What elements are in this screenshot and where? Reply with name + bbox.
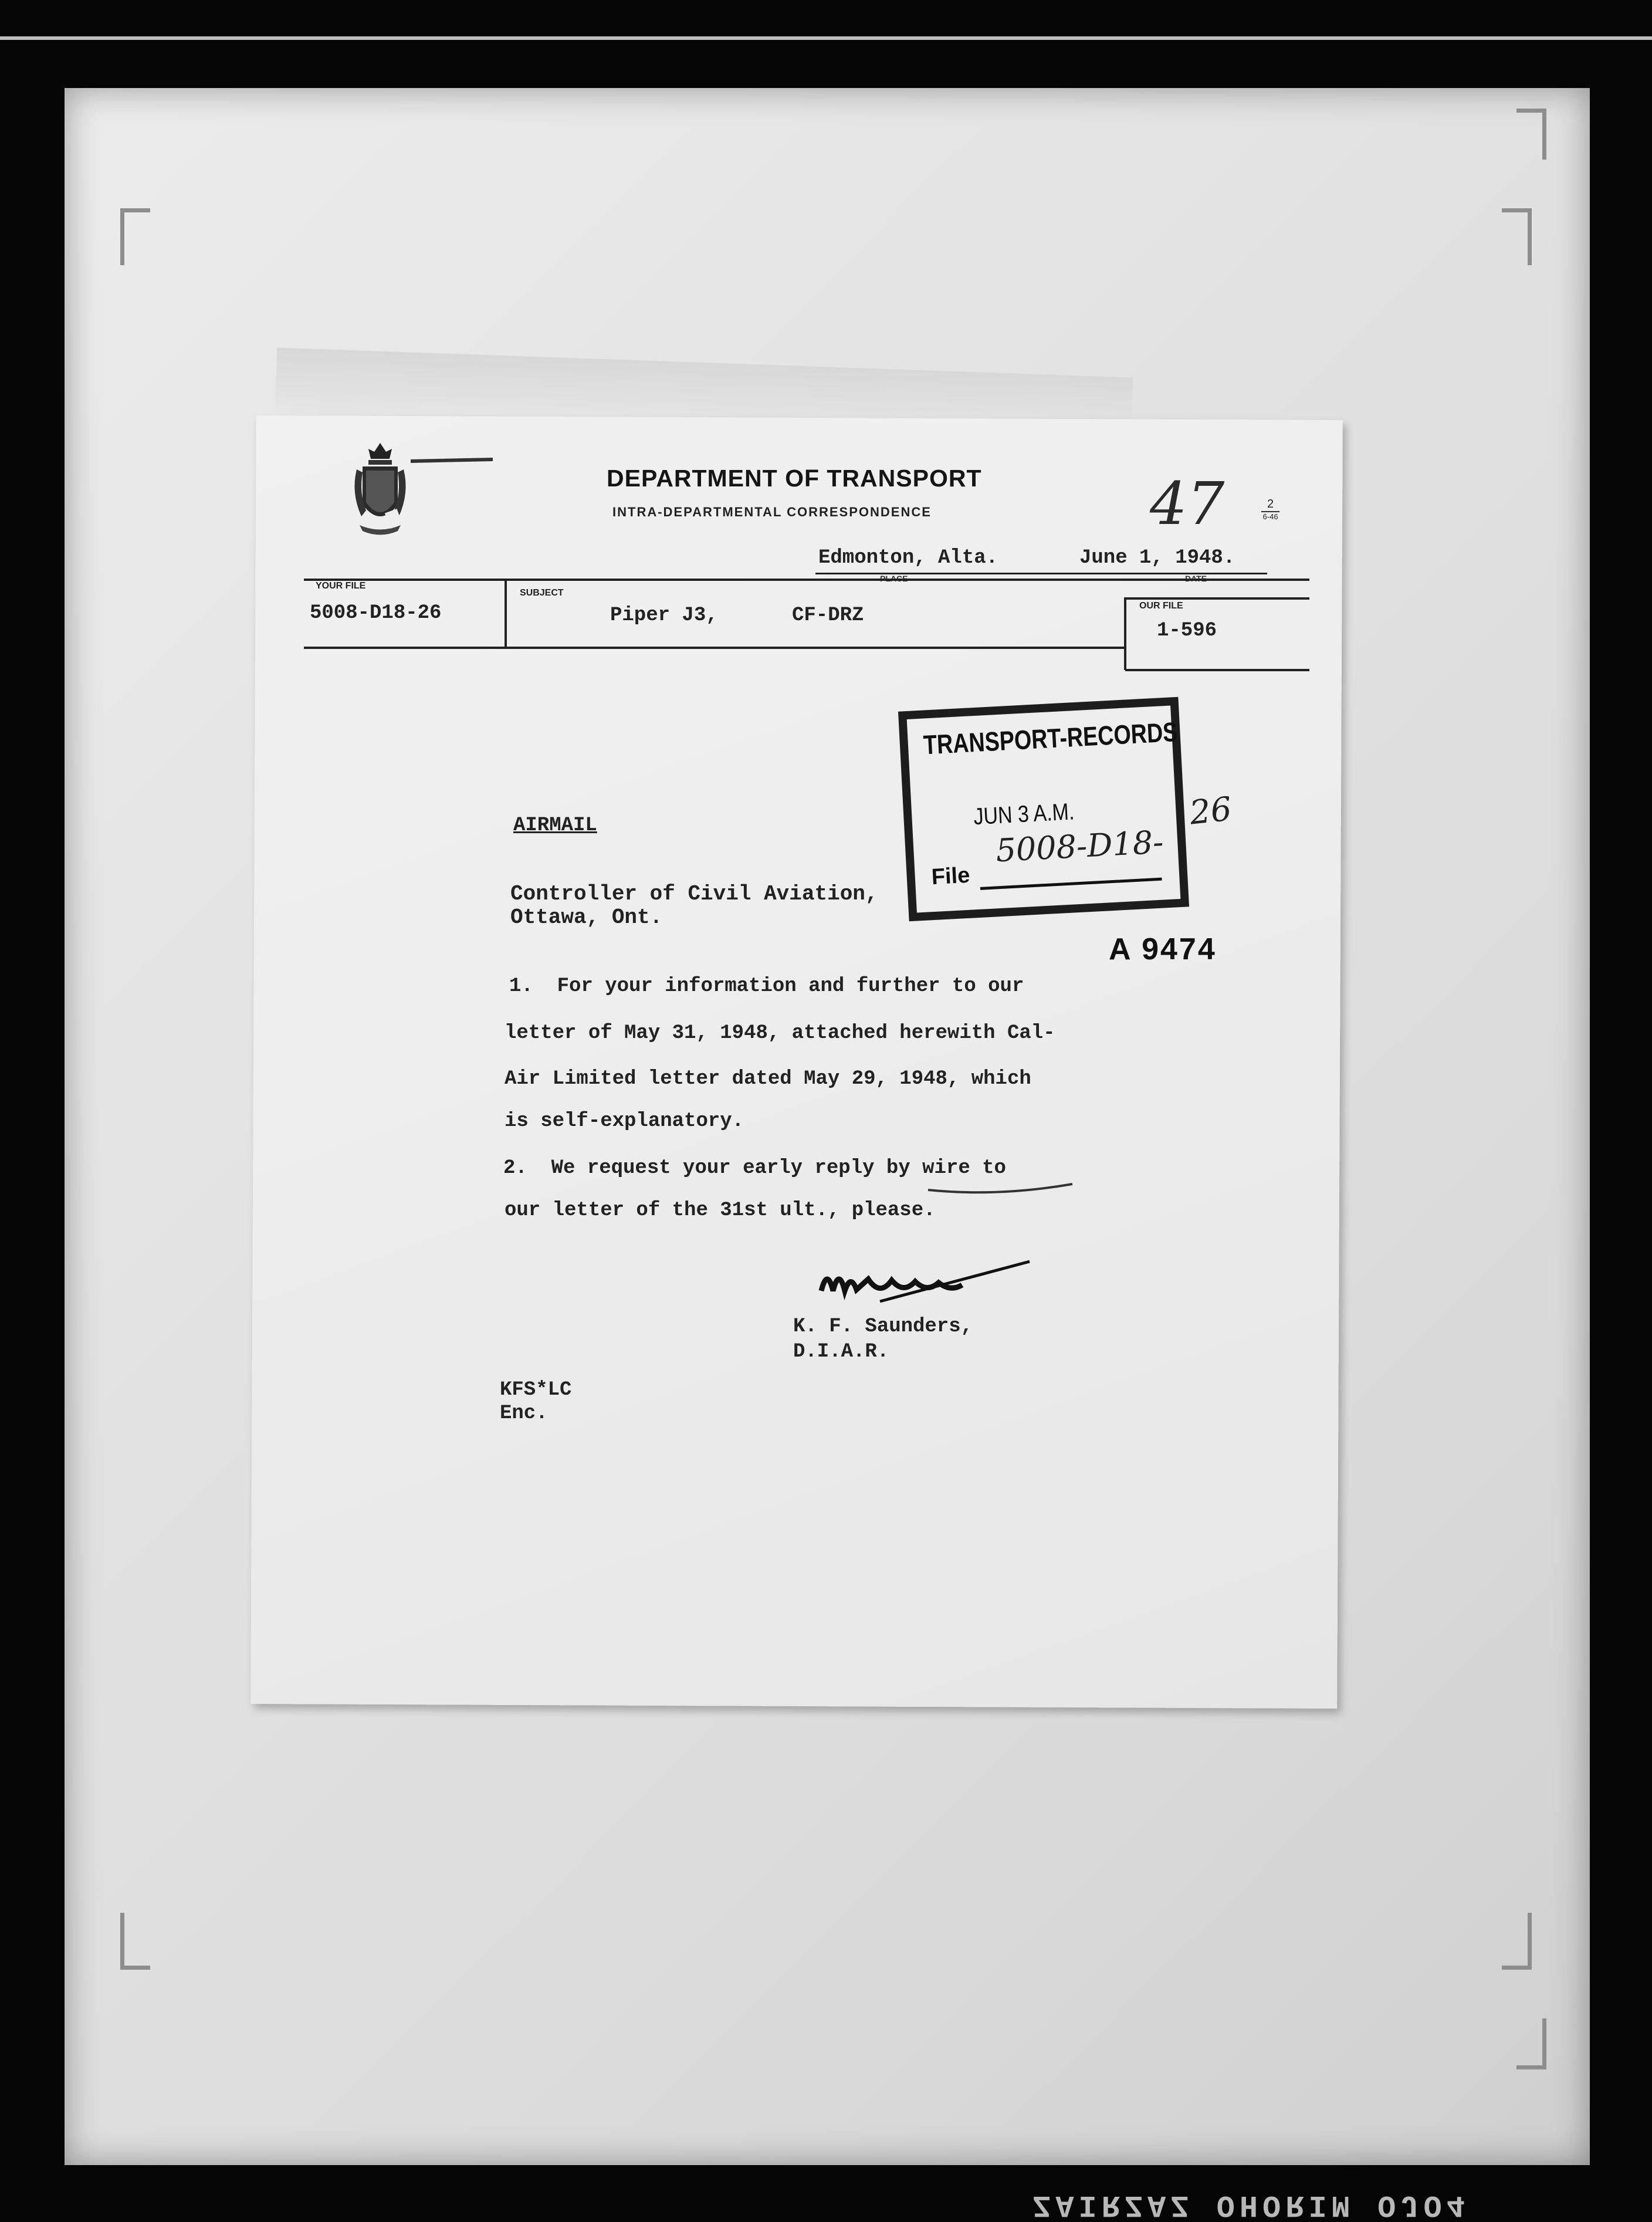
form-number [1261,498,1279,521]
header-mid-rule [304,647,1125,649]
date-label: DATE [1185,574,1207,583]
date-field: June 1, 1948. [1079,547,1235,569]
body-line: letter of May 31, 1948, attached herewith Cal- [505,1022,1055,1044]
our-file-value: 1-596 [1157,620,1217,642]
our-file-label: OUR FILE [1139,601,1183,611]
body-line: 2. We request your early reply by wire to [503,1157,1006,1179]
signatory-name: K. F. Saunders, [793,1315,973,1338]
form-number-top: 2 [1261,498,1279,512]
coat-of-arms-icon [351,440,409,543]
enclosure-note: Enc. [500,1402,548,1425]
records-stamp [898,697,1189,922]
crop-mark [120,1913,150,1970]
header-divider [505,579,507,649]
airmail-heading: AIRMAIL [513,814,597,837]
subject-registration: CF-DRZ [792,604,864,627]
signatory-title: D.I.A.R. [793,1341,889,1363]
form-code: 6-46 [1262,512,1278,521]
place-field: Edmonton, Alta. [818,547,998,569]
crop-mark [1502,208,1532,265]
stamp-file-label: File [930,863,971,890]
reference-initials: KFS*LC [500,1379,572,1401]
department-title: DEPARTMENT OF TRANSPORT [607,465,982,492]
department-subtitle: INTRA-DEPARTMENTAL CORRESPONDENCE [612,505,932,519]
film-edge-text: ZAIRZAZ OHORIM OJO4 [1032,2187,1470,2222]
addressee-line-1: Controller of Civil Aviation, [510,882,878,906]
header-divider [1124,597,1126,670]
your-file-value: 5008-D18-26 [310,602,442,624]
crop-mark [1502,1913,1532,1970]
crop-mark [120,208,150,265]
body-line: is self-explanatory. [505,1110,744,1132]
stamp-file-handwritten: 5008-D18- [994,823,1164,870]
crop-mark [1516,109,1546,160]
subject-label: SUBJECT [520,588,564,598]
body-line: our letter of the 31st ult., please. [505,1199,936,1222]
stamp-title: TRANSPORT-RECORDS [922,716,1179,760]
header-right-rule [1125,669,1309,671]
film-edge-line [0,36,1652,40]
header-top-rule [304,579,1309,581]
addressee-line-2: Ottawa, Ont. [510,905,663,929]
body-line: Air Limited letter dated May 29, 1948, which [505,1068,1031,1090]
body-line: 1. For your information and further to our [509,975,1024,997]
pen-mark-icon [411,456,493,466]
stamp-file-line [980,878,1162,890]
signature-icon [810,1256,1032,1308]
handwritten-number: 47 [1150,469,1225,538]
your-file-label: YOUR FILE [316,581,366,591]
reference-number-stamp: A 9474 [1109,932,1217,966]
handwritten-underline [927,1179,1074,1197]
place-label: PLACE [880,574,908,583]
our-file-top-rule [1124,597,1309,600]
subject-aircraft: Piper J3, [610,604,718,627]
stamp-file-suffix: 26 [1187,790,1234,833]
crop-mark [1516,2018,1546,2069]
stamp-date: JUN 3 A.M. [973,799,1075,830]
